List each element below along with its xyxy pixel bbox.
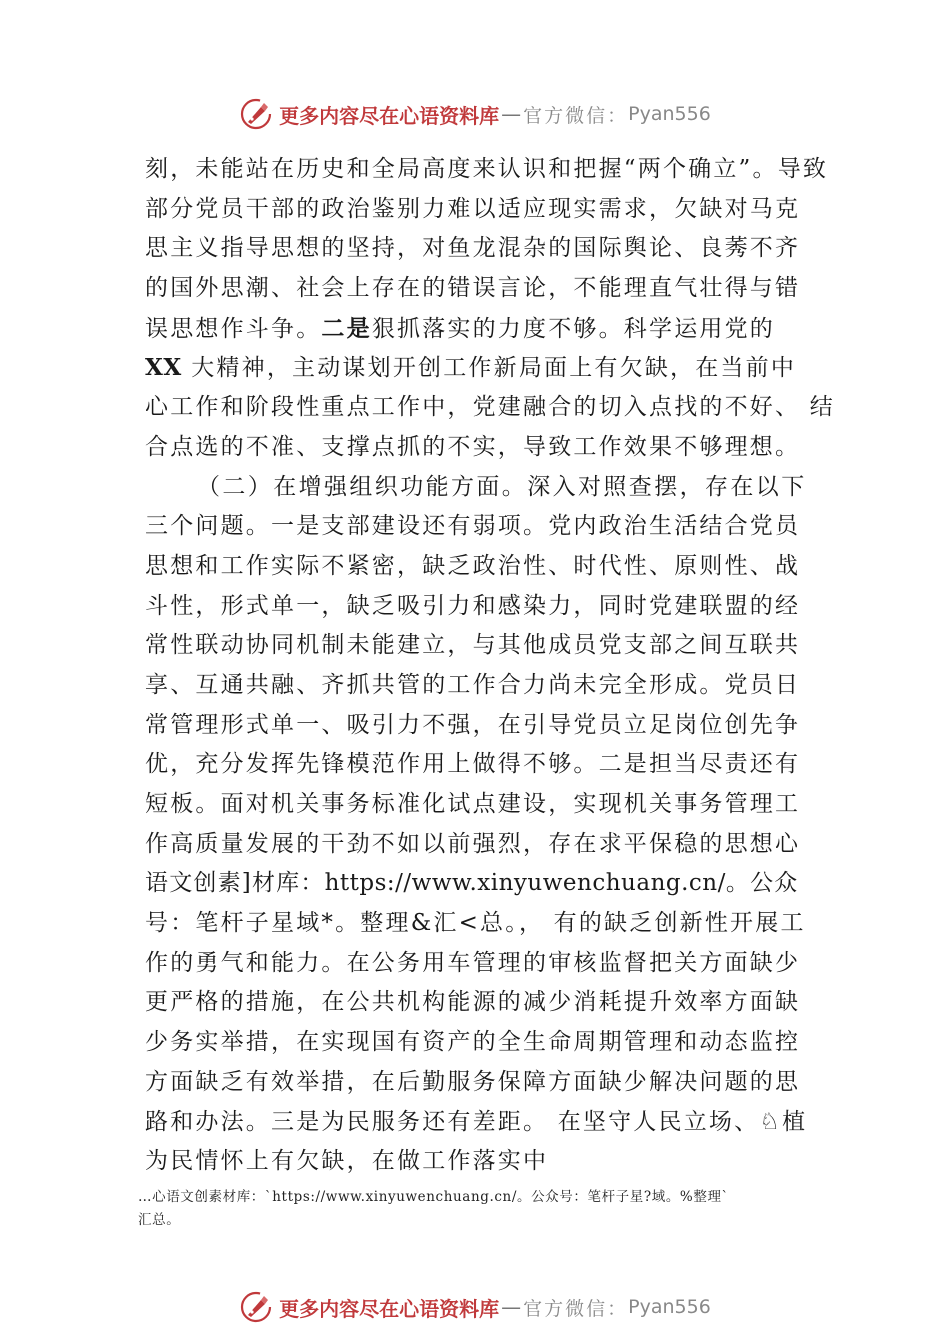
- text-line: 更严格的措施，在公共机构能源的减少消耗提升效率方面缺: [145, 989, 801, 1016]
- text-line: 路和办法。三是为民服务还有差距。 在坚守人民立场、♘植: [145, 1108, 808, 1135]
- section-heading-line: （二）在增强组织功能方面。深入对照查摆，存在以下: [197, 473, 807, 500]
- wechat-id: Pyan556: [628, 1296, 711, 1318]
- footer-banner: [0, 1287, 950, 1327]
- text-line: 常性联动协同机制未能建立，与其他成员党支部之间互联共: [145, 632, 801, 659]
- text-line: 心工作和阶段性重点工作中，党建融合的切入点找的不好、 结: [145, 394, 835, 421]
- text-line: 思想和工作实际不紧密，缺乏政治性、时代性、原则性、战: [145, 552, 801, 579]
- text-line: 三个问题。一是支部建设还有弱项。党内政治生活结合党员: [145, 513, 801, 540]
- text-line: 号：笔杆子星域*。整理&汇<总。， 有的缺乏创新性开展工: [145, 910, 806, 937]
- wechat-label: 官方微信：: [523, 1297, 629, 1320]
- bold-run: 二是: [321, 314, 372, 342]
- footnote: [138, 1186, 828, 1232]
- banner-dash: —: [501, 1295, 522, 1319]
- brand-text: 更多内容尽在心语资料库: [279, 1296, 500, 1321]
- text-line: [145, 309, 820, 349]
- text-line: 方面缺乏有效举措，在后勤服务保障方面缺少解决问题的思: [145, 1068, 801, 1095]
- document-body: [145, 150, 835, 1182]
- text-run: 大精神，主动谋划开创工作新局面上有欠缺，在当前中: [181, 355, 797, 382]
- text-line: 为民情怀上有欠缺，在做工作落实中: [145, 1148, 549, 1175]
- text-line: 作的勇气和能力。在公务用车管理的审核监督把关方面缺少: [145, 949, 801, 976]
- banner-dash: —: [501, 102, 522, 126]
- text-line: 合点选的不准、支撑点抓的不实，导致工作效果不够理想。: [145, 433, 801, 460]
- url-text: https://www.xinyuwenchuang.cn/: [324, 870, 726, 897]
- text-line: 短板。面对机关事务标准化试点建设，实现机关事务管理工: [145, 791, 801, 817]
- brand-text: 更多内容尽在心语资料库: [279, 103, 500, 128]
- bold-run: XX: [145, 354, 182, 382]
- footnote-line: 汇总。: [138, 1212, 181, 1228]
- footnote-line: …心语文创素材库：`https://www.xinyuwenchuang.cn/。公众号：笔杆子星?域。%整理`: [138, 1189, 729, 1205]
- text-line: 享、互通共融、齐抓共管的工作合力尚未完全形成。党员日: [145, 671, 801, 698]
- text-line: 部分党员干部的政治鉴别力难以适应现实需求，欠缺对马克: [145, 195, 801, 222]
- text-line: 刻，未能站在历史和全局高度来认识和把握“两个确立”。导致: [145, 156, 829, 182]
- text-run: 语文创素]材库：: [145, 870, 325, 897]
- pen-nib-logo-icon: [239, 97, 273, 131]
- text-run: 。公众: [725, 870, 799, 897]
- text-run: 狠抓落实的力度不够。科学运用党的: [371, 315, 776, 342]
- text-line: 斗性，形式单一，缺乏吸引力和感染力，同时党建联盟的经: [145, 592, 801, 619]
- text-line: 作高质量发展的干劲不如以前强烈，存在求平保稳的思想心: [145, 830, 801, 857]
- wechat-id: Pyan556: [628, 103, 711, 125]
- header-banner: [0, 94, 950, 134]
- text-line: 常管理形式单一、吸引力不强，在引导党员立足岗位创先争: [145, 711, 801, 738]
- text-line: 的国外思潮、社会上存在的错误言论，不能理直气壮得与错: [145, 275, 801, 302]
- wechat-label: 官方微信：: [523, 104, 629, 127]
- text-line: 少务实举措，在实现国有资产的全生命周期管理和动态监控: [145, 1029, 801, 1056]
- pen-nib-logo-icon: [239, 1290, 273, 1324]
- text-line: 优，充分发挥先锋模范作用上做得不够。二是担当尽责还有: [145, 751, 801, 778]
- text-line: [145, 348, 820, 388]
- text-run: 误思想作斗争。: [145, 315, 322, 342]
- text-line: 思主义指导思想的坚持，对鱼龙混杂的国际舆论、良莠不齐: [145, 235, 801, 262]
- text-line: [145, 864, 820, 904]
